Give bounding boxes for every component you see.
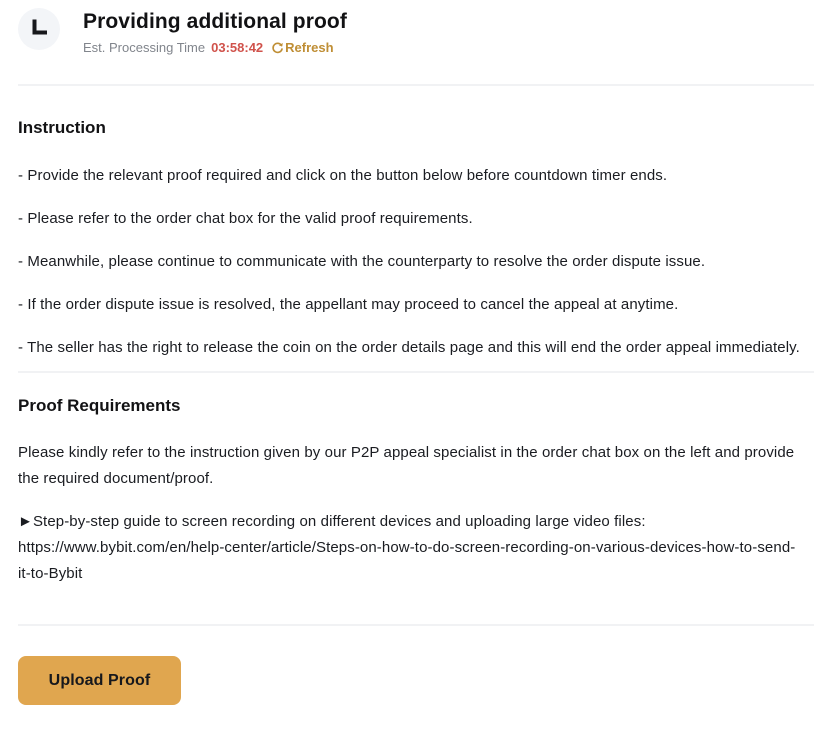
proof-requirements-section	[0, 395, 819, 587]
upload-proof-button[interactable]: Upload Proof	[18, 656, 181, 705]
processing-time-row	[83, 40, 347, 56]
instruction-item: - If the order dispute issue is resolved, the appellant may proceed to cancel the appeal at anytime.	[18, 295, 679, 313]
refresh-button[interactable]	[271, 40, 333, 56]
footer	[0, 626, 819, 705]
refresh-label[interactable]: Refresh	[285, 40, 334, 56]
divider	[18, 84, 814, 86]
guide-prefix: ►Step-by-step guide to screen recording on different devices and uploading large video files:	[18, 512, 646, 530]
instruction-item: - Provide the relevant proof required and click on the button below before countdown timer ends.	[18, 166, 668, 184]
proof-requirements-heading: Proof Requirements	[18, 395, 181, 415]
header-text	[83, 8, 347, 56]
refresh-icon[interactable]	[271, 42, 284, 55]
instruction-section	[0, 117, 819, 361]
page-title: Providing additional proof	[83, 10, 347, 33]
guide-paragraph	[18, 509, 801, 587]
processing-time-value: 03:58:42	[211, 40, 264, 56]
header	[0, 0, 819, 56]
processing-time-label: Est. Processing Time	[83, 40, 206, 56]
proof-requirements-intro: Please kindly refer to the instruction given by our P2P appeal specialist in the order chat box on the left and provide the required document/proof.	[18, 443, 795, 487]
guide-url: https://www.bybit.com/en/help-center/article/Steps-on-how-to-do-screen-recording-on-various-devices-how-to-send-it-to-Bybit	[18, 538, 796, 582]
divider	[18, 371, 814, 373]
instruction-heading: Instruction	[18, 117, 106, 137]
instruction-item: - Meanwhile, please continue to communicate with the counterparty to resolve the order dispute issue.	[18, 252, 706, 270]
instruction-item: - Please refer to the order chat box for the valid proof requirements.	[18, 209, 473, 227]
clock-icon	[18, 8, 60, 50]
instruction-item: - The seller has the right to release the coin on the order details page and this will end the order appeal immediately.	[18, 338, 800, 356]
